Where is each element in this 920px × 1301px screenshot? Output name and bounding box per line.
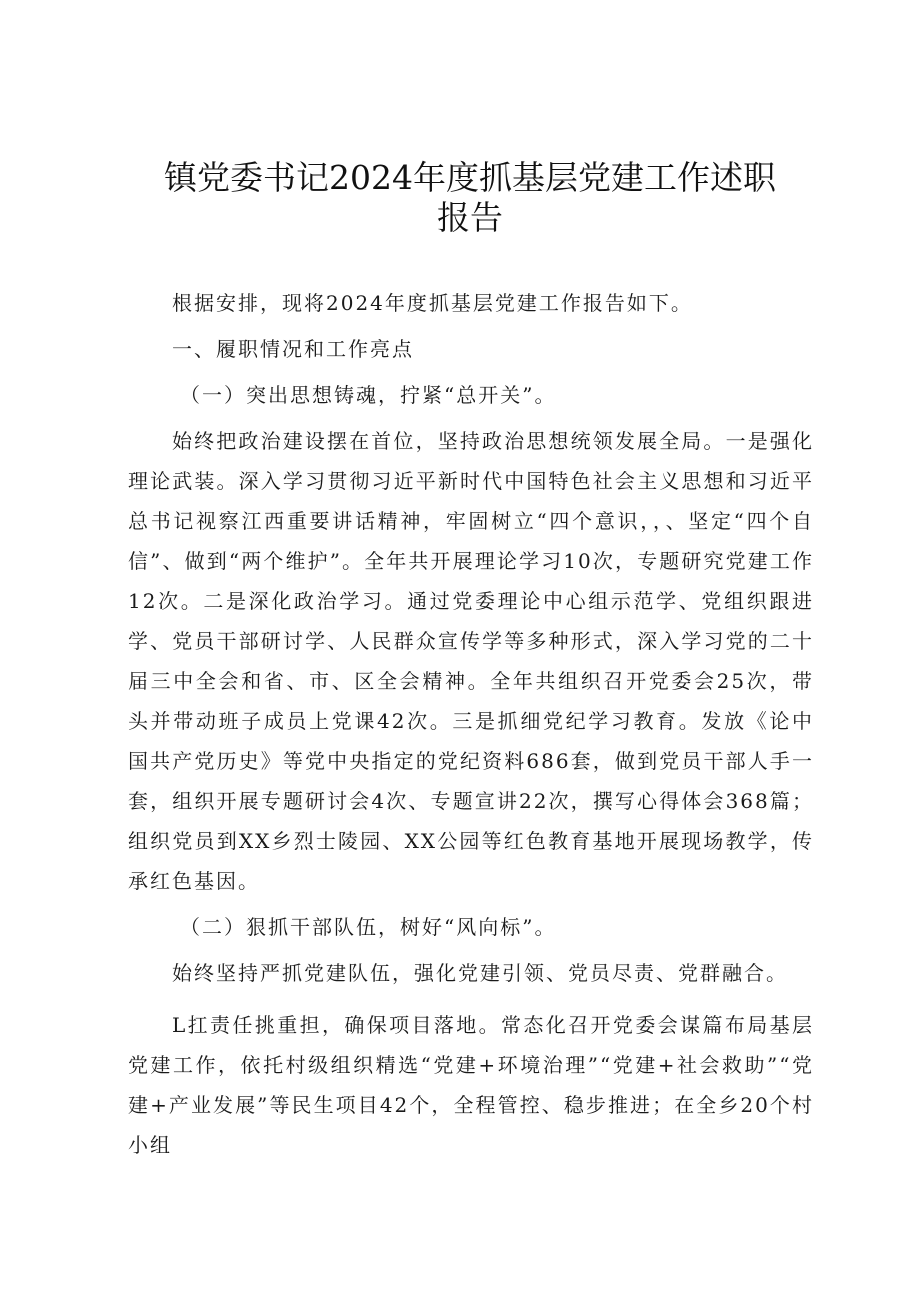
intro-paragraph: 根据安排，现将2024年度抓基层党建工作报告如下。 [172, 291, 693, 315]
subsection-1-heading: （一）突出思想铸魂，拧紧“总开关”。 [180, 383, 557, 407]
document-body [128, 283, 814, 1165]
document-title: 镇党委书记2024年度抓基层党建工作述职报告 [164, 158, 776, 237]
subsection-1-body: 始终把政治建设摆在首位，坚持政治思想统领发展全局。一是强化理论武装。深入学习贯彻习近平新时代中国特色社会主义思想和习近平总书记视察江西重要讲话精神，牢固树立“四个意识，，、坚定“四个自信”、做到“两个维护”。全年共开展理论学习10次，专题研究党建工作12次。二是深化政治学习。通过党委理论中心组示范学、党组织跟进学、党员干部研讨学、人民群众宣传学等多种形式，深入学习党的二十届三中全会和省、市、区全会精神。全年共组织召开党委会25次，带头并带动班子成员上党课42次。三是抓细党纪学习教育。发放《论中国共产党历史》等党中央指定的党纪资料686套，做到党员干部人手一套，组织开展专题研讨会4次、专题宣讲22次，撰写心得体会368篇；组织党员到XX乡烈士陵园、XX公园等红色教育基地开展现场教学，传承红色基因。 [128, 429, 814, 893]
subsection-2-heading: （二）狠抓干部队伍，树好“风向标”。 [180, 915, 557, 939]
point-1-body: L扛责任挑重担，确保项目落地。常态化召开党委会谋篇布局基层党建工作，依托村级组织精选“党建+环境治理”“党建+社会救助”“党建+产业发展”等民生项目42个，全程管控、稳步推进；在全乡20个村小组 [128, 1013, 814, 1157]
section-1-heading: 一、履职情况和工作亮点 [172, 337, 414, 361]
subsection-2-body: 始终坚持严抓党建队伍，强化党建引领、党员尽责、党群融合。 [172, 961, 788, 985]
